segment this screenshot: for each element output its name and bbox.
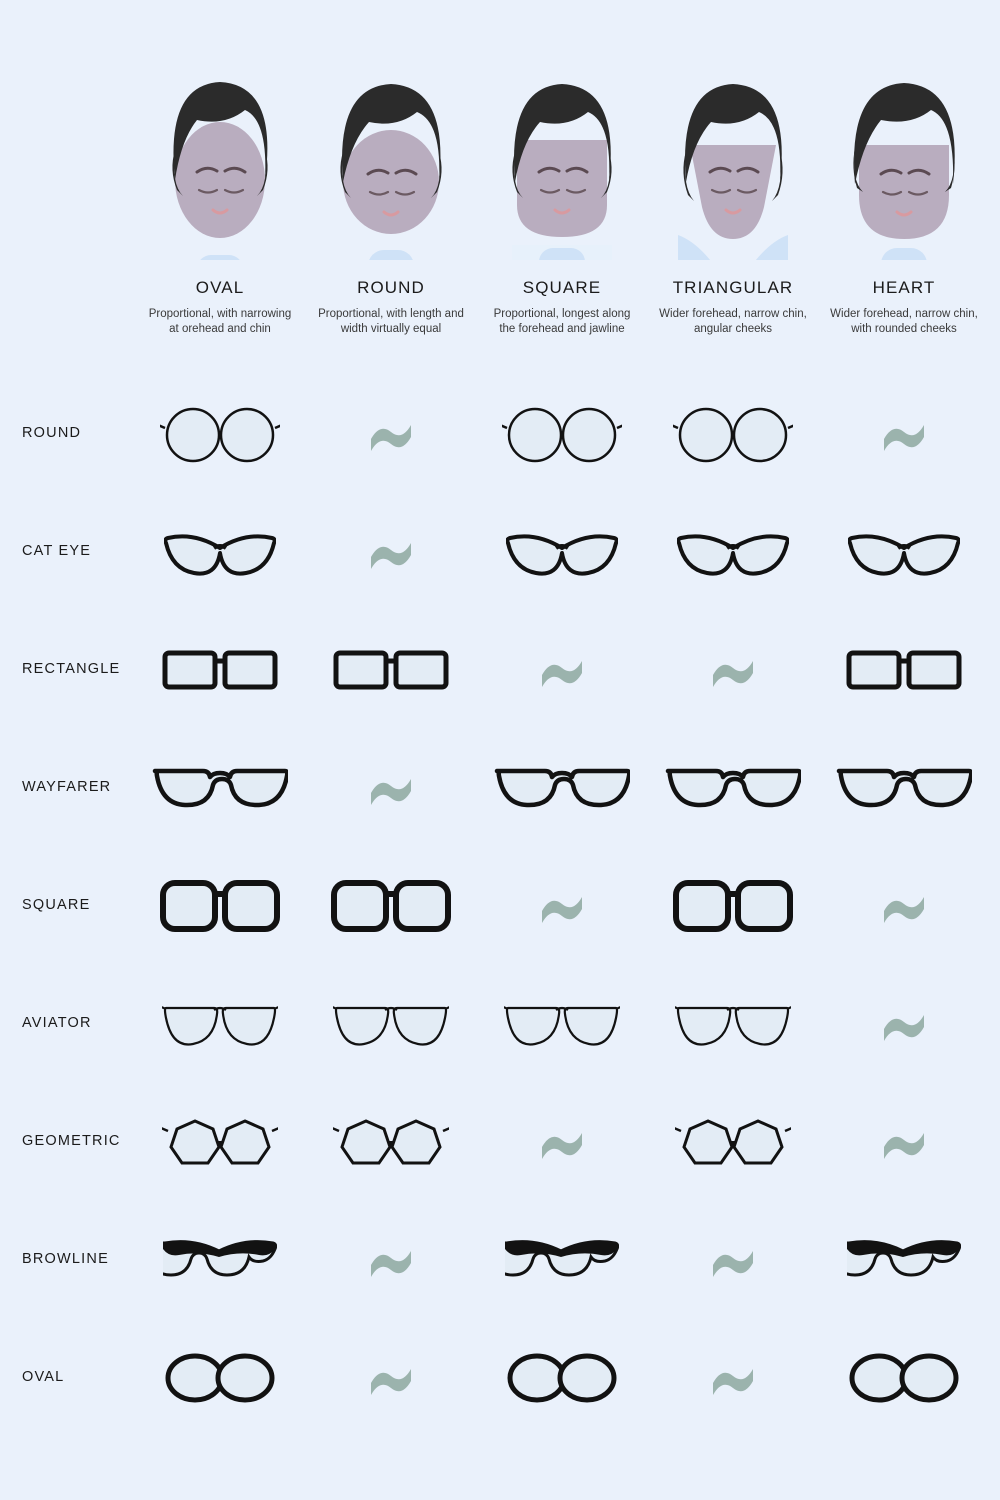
- match-oval-heart: [819, 1324, 989, 1434]
- no-match-geometric-heart: [819, 1088, 989, 1198]
- match-wayfarer-oval: [135, 734, 305, 844]
- match-geometric-round: [306, 1088, 476, 1198]
- match-rectangle-oval: [135, 616, 305, 726]
- match-cat-eye-oval: [135, 498, 305, 608]
- no-match-cat-eye-round: [306, 498, 476, 608]
- row-label-oval: OVAL: [22, 1369, 65, 1385]
- face-illustration-square: [477, 60, 647, 260]
- face-description: Wider forehead, narrow chin, with rounded cheeks: [830, 308, 978, 335]
- face-illustration-round: [306, 60, 476, 260]
- face-illustration-heart: [819, 60, 989, 260]
- face-illustration-oval: [135, 60, 305, 260]
- no-match-round-round: [306, 380, 476, 490]
- no-match-square-square: [477, 852, 647, 962]
- face-title: SQUARE: [522, 278, 602, 297]
- no-match-square-heart: [819, 852, 989, 962]
- match-browline-heart: [819, 1206, 989, 1316]
- face-title: ROUND: [357, 278, 425, 297]
- face-description: Proportional, with narrowing at orehead and chin: [148, 308, 292, 335]
- no-match-aviator-heart: [819, 970, 989, 1080]
- face-title: HEART: [872, 278, 936, 297]
- match-round-triangular: [648, 380, 818, 490]
- face-title: OVAL: [195, 278, 245, 297]
- no-match-rectangle-square: [477, 616, 647, 726]
- no-match-round-heart: [819, 380, 989, 490]
- face-illustration-triangular: [648, 60, 818, 260]
- match-wayfarer-triangular: [648, 734, 818, 844]
- face-title: TRIANGULAR: [672, 278, 794, 297]
- match-rectangle-heart: [819, 616, 989, 726]
- match-oval-oval: [135, 1324, 305, 1434]
- face-description: Proportional, with length and width virtually equal: [318, 308, 464, 335]
- match-square-oval: [135, 852, 305, 962]
- row-label-browline: BROWLINE: [22, 1251, 109, 1267]
- match-cat-eye-square: [477, 498, 647, 608]
- face-column-oval: [135, 60, 305, 337]
- no-match-geometric-square: [477, 1088, 647, 1198]
- match-aviator-square: [477, 970, 647, 1080]
- no-match-wayfarer-round: [306, 734, 476, 844]
- match-browline-square: [477, 1206, 647, 1316]
- no-match-oval-triangular: [648, 1324, 818, 1434]
- face-column-triangular: [648, 60, 818, 337]
- match-wayfarer-heart: [819, 734, 989, 844]
- row-label-geometric: GEOMETRIC: [22, 1133, 121, 1149]
- face-header-row: [0, 0, 1000, 372]
- row-label-rectangle: RECTANGLE: [22, 661, 121, 677]
- face-column-square: [477, 60, 647, 337]
- row-label-wayfarer: WAYFARER: [22, 779, 112, 795]
- no-match-rectangle-triangular: [648, 616, 818, 726]
- match-square-round: [306, 852, 476, 962]
- no-match-oval-round: [306, 1324, 476, 1434]
- match-cat-eye-triangular: [648, 498, 818, 608]
- match-browline-oval: [135, 1206, 305, 1316]
- match-oval-square: [477, 1324, 647, 1434]
- match-round-oval: [135, 380, 305, 490]
- row-label-square: SQUARE: [22, 897, 91, 913]
- match-rectangle-round: [306, 616, 476, 726]
- match-geometric-triangular: [648, 1088, 818, 1198]
- face-column-heart: [819, 60, 989, 337]
- face-column-round: [306, 60, 476, 337]
- match-cat-eye-heart: [819, 498, 989, 608]
- match-square-triangular: [648, 852, 818, 962]
- no-match-browline-triangular: [648, 1206, 818, 1316]
- match-geometric-oval: [135, 1088, 305, 1198]
- face-description: Wider forehead, narrow chin, angular cheeks: [659, 308, 807, 335]
- no-match-browline-round: [306, 1206, 476, 1316]
- row-label-round: ROUND: [22, 425, 82, 441]
- face-description: Proportional, longest along the forehead and jawline: [493, 308, 631, 335]
- match-aviator-round: [306, 970, 476, 1080]
- match-aviator-triangular: [648, 970, 818, 1080]
- match-round-square: [477, 380, 647, 490]
- match-aviator-oval: [135, 970, 305, 1080]
- match-wayfarer-square: [477, 734, 647, 844]
- row-label-cat-eye: CAT EYE: [22, 543, 92, 559]
- row-label-aviator: AVIATOR: [22, 1015, 92, 1031]
